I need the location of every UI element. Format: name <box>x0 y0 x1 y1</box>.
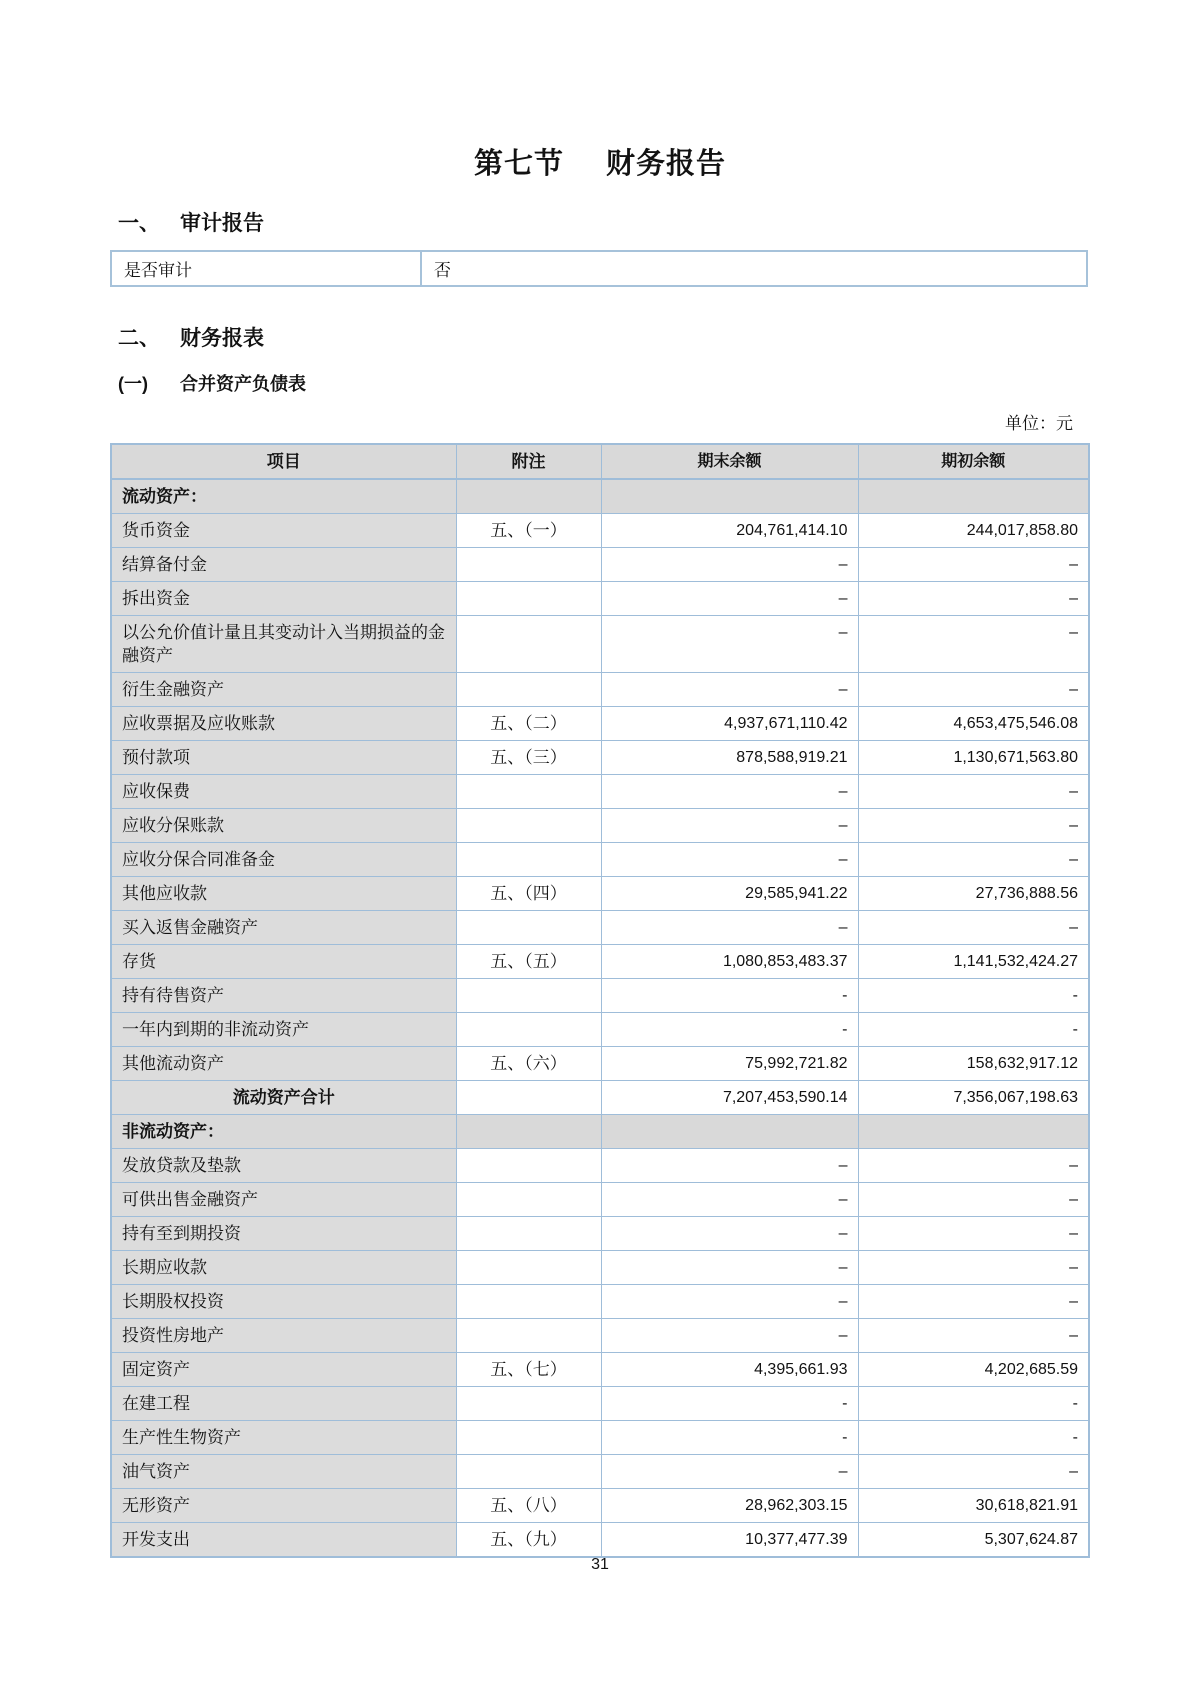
beginning-balance-cell: – <box>858 809 1089 843</box>
table-row <box>111 1421 1089 1455</box>
audit-status-row <box>111 251 1087 286</box>
note-cell <box>456 1387 601 1421</box>
beginning-balance-cell: 244,017,858.80 <box>858 514 1089 548</box>
table-row <box>111 911 1089 945</box>
beginning-balance-cell: – <box>858 582 1089 616</box>
note-cell: 五、（四） <box>456 877 601 911</box>
page-title-section-number: 第七节 <box>473 148 564 180</box>
beginning-balance-cell: 30,618,821.91 <box>858 1489 1089 1523</box>
note-cell: 五、（六） <box>456 1047 601 1081</box>
ending-balance-cell: – <box>601 548 858 582</box>
note-cell: 五、（九） <box>456 1523 601 1558</box>
audit-question-cell: 是否审计 <box>111 251 421 286</box>
item-cell: 衍生金融资产 <box>111 673 456 707</box>
header-item: 项目 <box>111 444 456 479</box>
ending-balance-cell: – <box>601 1285 858 1319</box>
ending-balance-cell: – <box>601 582 858 616</box>
table-row <box>111 707 1089 741</box>
note-cell <box>456 548 601 582</box>
note-cell <box>456 911 601 945</box>
section-header-row <box>111 479 1089 514</box>
note-cell <box>456 616 601 673</box>
item-cell: 应收保费 <box>111 775 456 809</box>
note-cell: 五、（七） <box>456 1353 601 1387</box>
ending-balance-cell: 878,588,919.21 <box>601 741 858 775</box>
ending-balance-cell <box>601 479 858 514</box>
ending-balance-cell: 4,937,671,110.42 <box>601 707 858 741</box>
item-cell: 固定资产 <box>111 1353 456 1387</box>
item-cell: 长期应收款 <box>111 1251 456 1285</box>
table-row <box>111 1013 1089 1047</box>
beginning-balance-cell: 4,653,475,546.08 <box>858 707 1089 741</box>
ending-balance-cell: – <box>601 1251 858 1285</box>
table-row <box>111 548 1089 582</box>
table-row <box>111 1353 1089 1387</box>
header-note: 附注 <box>456 444 601 479</box>
ending-balance-cell: – <box>601 843 858 877</box>
table-row <box>111 1183 1089 1217</box>
beginning-balance-cell: – <box>858 843 1089 877</box>
item-cell: 可供出售金融资产 <box>111 1183 456 1217</box>
beginning-balance-cell: 158,632,917.12 <box>858 1047 1089 1081</box>
heading-financial-statements <box>118 322 264 352</box>
beginning-balance-cell: – <box>858 616 1089 673</box>
item-cell: 以公允价值计量且其变动计入当期损益的金融资产 <box>111 616 456 673</box>
table-row <box>111 1455 1089 1489</box>
table-row <box>111 877 1089 911</box>
heading-balance-number: (一) <box>118 374 148 394</box>
beginning-balance-cell: 1,130,671,563.80 <box>858 741 1089 775</box>
ending-balance-cell: 4,395,661.93 <box>601 1353 858 1387</box>
beginning-balance-cell: – <box>858 1251 1089 1285</box>
ending-balance-cell: – <box>601 1183 858 1217</box>
heading-audit-number: 一、 <box>118 212 160 235</box>
ending-balance-cell: - <box>601 1387 858 1421</box>
note-cell <box>456 1115 601 1149</box>
note-cell: 五、（一） <box>456 514 601 548</box>
beginning-balance-cell: – <box>858 775 1089 809</box>
table-row <box>111 1251 1089 1285</box>
note-cell <box>456 1319 601 1353</box>
note-cell <box>456 775 601 809</box>
note-cell <box>456 1421 601 1455</box>
item-cell: 货币资金 <box>111 514 456 548</box>
note-cell <box>456 1217 601 1251</box>
item-cell: 持有待售资产 <box>111 979 456 1013</box>
note-cell <box>456 1183 601 1217</box>
heading-balance-title: 合并资产负债表 <box>180 374 306 394</box>
ending-balance-cell: 10,377,477.39 <box>601 1523 858 1558</box>
table-row <box>111 1149 1089 1183</box>
heading-audit-title: 审计报告 <box>180 212 264 235</box>
beginning-balance-cell: – <box>858 1455 1089 1489</box>
beginning-balance-cell <box>858 1115 1089 1149</box>
beginning-balance-cell: 27,736,888.56 <box>858 877 1089 911</box>
item-cell: 流动资产： <box>111 479 456 514</box>
item-cell: 油气资产 <box>111 1455 456 1489</box>
heading-statements-number: 二、 <box>118 327 160 350</box>
note-cell <box>456 1149 601 1183</box>
section-header-row <box>111 1115 1089 1149</box>
item-cell: 开发支出 <box>111 1523 456 1558</box>
beginning-balance-cell: – <box>858 1319 1089 1353</box>
beginning-balance-cell: – <box>858 673 1089 707</box>
balance-sheet-table <box>110 443 1090 1558</box>
beginning-balance-cell: 7,356,067,198.63 <box>858 1081 1089 1115</box>
table-row <box>111 1387 1089 1421</box>
table-row <box>111 514 1089 548</box>
note-cell <box>456 843 601 877</box>
ending-balance-cell: 1,080,853,483.37 <box>601 945 858 979</box>
page-number: 31 <box>591 1556 609 1573</box>
beginning-balance-cell: – <box>858 911 1089 945</box>
ending-balance-cell <box>601 1115 858 1149</box>
note-cell <box>456 479 601 514</box>
ending-balance-cell: – <box>601 1319 858 1353</box>
table-row <box>111 979 1089 1013</box>
item-cell: 非流动资产： <box>111 1115 456 1149</box>
note-cell <box>456 979 601 1013</box>
ending-balance-cell: - <box>601 1421 858 1455</box>
heading-statements-title: 财务报表 <box>180 327 264 350</box>
unit-label: 单位：元 <box>1005 414 1073 433</box>
table-row <box>111 809 1089 843</box>
ending-balance-cell: 204,761,414.10 <box>601 514 858 548</box>
page-title-text: 财务报告 <box>606 148 727 180</box>
ending-balance-cell: – <box>601 1149 858 1183</box>
note-cell <box>456 1455 601 1489</box>
item-cell: 拆出资金 <box>111 582 456 616</box>
note-cell <box>456 1251 601 1285</box>
item-cell: 无形资产 <box>111 1489 456 1523</box>
table-row <box>111 945 1089 979</box>
beginning-balance-cell: – <box>858 1217 1089 1251</box>
item-cell: 应收分保账款 <box>111 809 456 843</box>
note-cell <box>456 1013 601 1047</box>
table-row <box>111 1217 1089 1251</box>
table-row <box>111 673 1089 707</box>
ending-balance-cell: 28,962,303.15 <box>601 1489 858 1523</box>
beginning-balance-cell: 5,307,624.87 <box>858 1523 1089 1558</box>
beginning-balance-cell <box>858 479 1089 514</box>
item-cell: 发放贷款及垫款 <box>111 1149 456 1183</box>
table-row <box>111 616 1089 673</box>
beginning-balance-cell: - <box>858 1387 1089 1421</box>
table-row <box>111 1523 1089 1558</box>
ending-balance-cell: – <box>601 911 858 945</box>
ending-balance-cell: – <box>601 673 858 707</box>
item-cell: 存货 <box>111 945 456 979</box>
ending-balance-cell: 7,207,453,590.14 <box>601 1081 858 1115</box>
ending-balance-cell: 29,585,941.22 <box>601 877 858 911</box>
item-cell: 生产性生物资产 <box>111 1421 456 1455</box>
beginning-balance-cell: – <box>858 1149 1089 1183</box>
ending-balance-cell: 75,992,721.82 <box>601 1047 858 1081</box>
note-cell <box>456 1285 601 1319</box>
item-cell: 持有至到期投资 <box>111 1217 456 1251</box>
ending-balance-cell: – <box>601 1455 858 1489</box>
ending-balance-cell: - <box>601 979 858 1013</box>
audit-status-table <box>110 250 1088 287</box>
note-cell <box>456 673 601 707</box>
ending-balance-cell: – <box>601 809 858 843</box>
heading-balance-sheet <box>118 370 306 396</box>
item-cell: 结算备付金 <box>111 548 456 582</box>
balance-table-body <box>111 479 1089 1557</box>
table-row <box>111 741 1089 775</box>
beginning-balance-cell: - <box>858 1013 1089 1047</box>
item-cell: 其他流动资产 <box>111 1047 456 1081</box>
ending-balance-cell: - <box>601 1013 858 1047</box>
beginning-balance-cell: 4,202,685.59 <box>858 1353 1089 1387</box>
heading-audit-report <box>118 207 264 237</box>
item-cell: 流动资产合计 <box>111 1081 456 1115</box>
item-cell: 应收票据及应收账款 <box>111 707 456 741</box>
beginning-balance-cell: - <box>858 1421 1089 1455</box>
note-cell: 五、（八） <box>456 1489 601 1523</box>
ending-balance-cell: – <box>601 1217 858 1251</box>
item-cell: 一年内到期的非流动资产 <box>111 1013 456 1047</box>
audit-answer-cell: 否 <box>421 251 1087 286</box>
table-row <box>111 1047 1089 1081</box>
table-row <box>111 843 1089 877</box>
note-cell: 五、（五） <box>456 945 601 979</box>
item-cell: 买入返售金融资产 <box>111 911 456 945</box>
beginning-balance-cell: – <box>858 548 1089 582</box>
page-title <box>0 141 1200 182</box>
note-cell: 五、（三） <box>456 741 601 775</box>
note-cell: 五、（二） <box>456 707 601 741</box>
subtotal-row <box>111 1081 1089 1115</box>
item-cell: 在建工程 <box>111 1387 456 1421</box>
table-row <box>111 582 1089 616</box>
table-row <box>111 775 1089 809</box>
note-cell <box>456 582 601 616</box>
balance-sheet-header-row <box>111 444 1089 479</box>
item-cell: 长期股权投资 <box>111 1285 456 1319</box>
beginning-balance-cell: – <box>858 1285 1089 1319</box>
note-cell <box>456 1081 601 1115</box>
ending-balance-cell: – <box>601 775 858 809</box>
item-cell: 投资性房地产 <box>111 1319 456 1353</box>
item-cell: 预付款项 <box>111 741 456 775</box>
table-row <box>111 1489 1089 1523</box>
beginning-balance-cell: – <box>858 1183 1089 1217</box>
item-cell: 应收分保合同准备金 <box>111 843 456 877</box>
note-cell <box>456 809 601 843</box>
table-row <box>111 1285 1089 1319</box>
table-row <box>111 1319 1089 1353</box>
item-cell: 其他应收款 <box>111 877 456 911</box>
beginning-balance-cell: - <box>858 979 1089 1013</box>
header-beginning-balance: 期初余额 <box>858 444 1089 479</box>
beginning-balance-cell: 1,141,532,424.27 <box>858 945 1089 979</box>
header-ending-balance: 期末余额 <box>601 444 858 479</box>
ending-balance-cell: – <box>601 616 858 673</box>
